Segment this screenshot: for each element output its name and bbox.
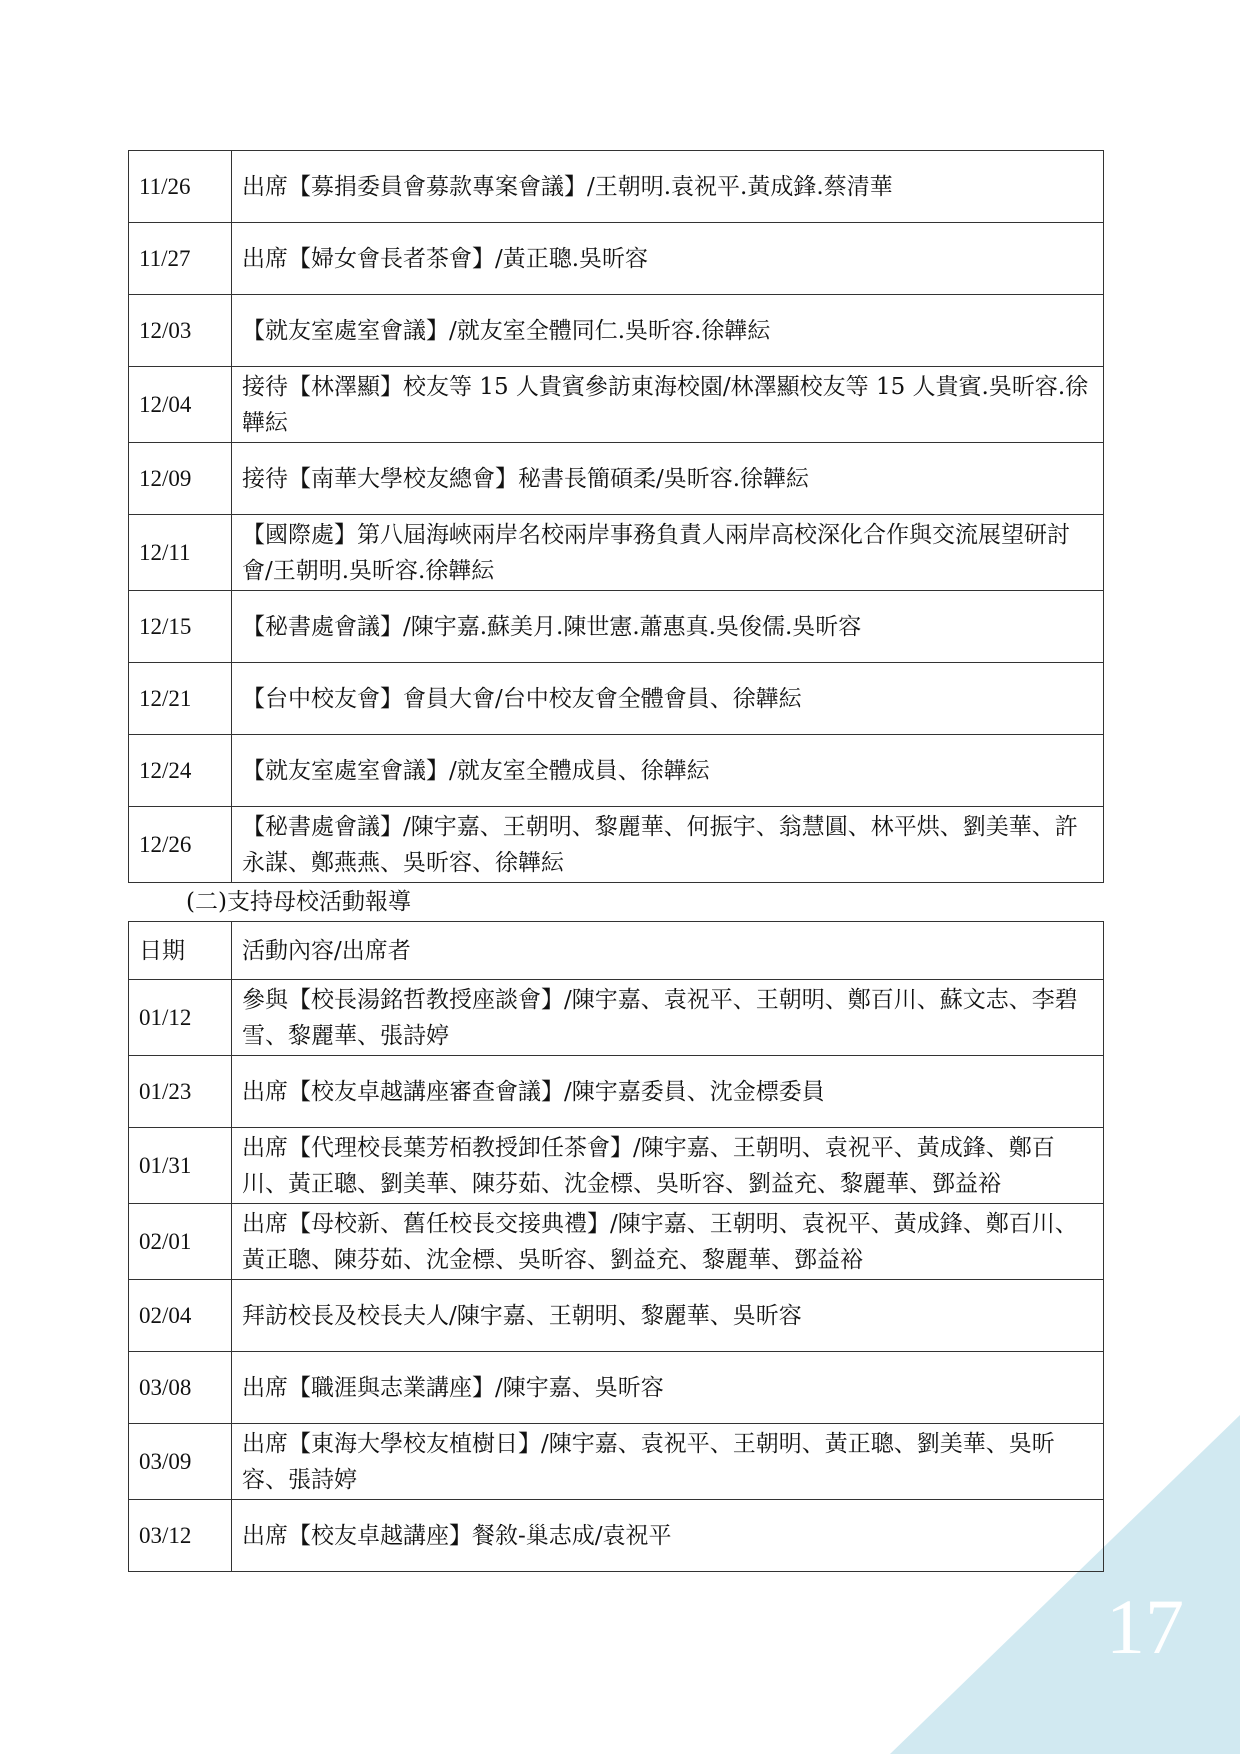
row-text: 出席【募捐委員會募款專案會議】/王朝明.袁祝平.黃成鋒.蔡清華 [232,151,1104,223]
table-row [129,1056,1104,1128]
row-text: 【就友室處室會議】/就友室全體同仁.吳昕容.徐韡紜 [232,295,1104,367]
row-date: 12/15 [129,591,232,663]
row-date: 12/03 [129,295,232,367]
row-date: 12/26 [129,807,232,883]
table-row [129,1352,1104,1424]
row-date: 11/27 [129,223,232,295]
row-date: 03/09 [129,1424,232,1500]
row-date: 12/11 [129,515,232,591]
header-date: 日期 [129,922,232,980]
row-text: 出席【婦女會長者茶會】/黃正聰.吳昕容 [232,223,1104,295]
row-text: 出席【母校新、舊任校長交接典禮】/陳宇嘉、王朝明、袁祝平、黃成鋒、鄭百川、黃正聰、陳芬茹、沈金標、吳昕容、劉益充、黎麗華、鄧益裕 [232,1204,1104,1280]
table-row [129,1128,1104,1204]
table-row [129,515,1104,591]
page-number: 17 [1106,1583,1184,1670]
row-text: 拜訪校長及校長夫人/陳宇嘉、王朝明、黎麗華、吳昕容 [232,1280,1104,1352]
row-date: 02/04 [129,1280,232,1352]
row-date: 02/01 [129,1204,232,1280]
table-row [129,735,1104,807]
table-header-row [129,922,1104,980]
row-date: 11/26 [129,151,232,223]
row-date: 01/12 [129,980,232,1056]
row-date: 01/31 [129,1128,232,1204]
row-text: 出席【代理校長葉芳栢教授卸任茶會】/陳宇嘉、王朝明、袁祝平、黃成鋒、鄭百川、黃正聰、劉美華、陳芬茹、沈金標、吳昕容、劉益充、黎麗華、鄧益裕 [232,1128,1104,1204]
row-text: 接待【林澤顯】校友等 15 人貴賓參訪東海校園/林澤顯校友等 15 人貴賓.吳昕容.徐韡紜 [232,367,1104,443]
row-text: 出席【校友卓越講座】餐敘-巢志成/袁祝平 [232,1500,1104,1572]
table-row [129,980,1104,1056]
table-row [129,1280,1104,1352]
row-date: 01/23 [129,1056,232,1128]
row-date: 12/24 [129,735,232,807]
row-text: 【台中校友會】會員大會/台中校友會全體會員、徐韡紜 [232,663,1104,735]
row-date: 12/09 [129,443,232,515]
row-text: 出席【職涯與志業講座】/陳宇嘉、吳昕容 [232,1352,1104,1424]
table-row [129,807,1104,883]
row-text: 【秘書處會議】/陳宇嘉、王朝明、黎麗華、何振宇、翁慧圓、林平烘、劉美華、許永謀、鄭燕燕、吳昕容、徐韡紜 [232,807,1104,883]
row-date: 12/21 [129,663,232,735]
table-row [129,223,1104,295]
row-text: 【就友室處室會議】/就友室全體成員、徐韡紜 [232,735,1104,807]
table-row [129,367,1104,443]
row-text: 出席【東海大學校友植樹日】/陳宇嘉、袁祝平、王朝明、黃正聰、劉美華、吳昕容、張詩婷 [232,1424,1104,1500]
table-row [129,443,1104,515]
table-row [129,151,1104,223]
row-date: 12/04 [129,367,232,443]
row-text: 【秘書處會議】/陳宇嘉.蘇美月.陳世憲.蕭惠真.吳俊儒.吳昕容 [232,591,1104,663]
row-date: 03/08 [129,1352,232,1424]
row-date: 03/12 [129,1500,232,1572]
table-row [129,663,1104,735]
activity-table-1 [128,150,1104,883]
header-text: 活動內容/出席者 [232,922,1104,980]
row-text: 【國際處】第八屆海峽兩岸名校兩岸事務負責人兩岸高校深化合作與交流展望研討會/王朝明.吳昕容.徐韡紜 [232,515,1104,591]
table-row [129,1424,1104,1500]
table-row [129,591,1104,663]
row-text: 參與【校長湯銘哲教授座談會】/陳宇嘉、袁祝平、王朝明、鄭百川、蘇文志、李碧雪、黎麗華、張詩婷 [232,980,1104,1056]
table-row [129,1500,1104,1572]
table-row [129,295,1104,367]
section-title: (二)支持母校活動報導 [186,889,411,915]
table-row [129,1204,1104,1280]
row-text: 出席【校友卓越講座審查會議】/陳宇嘉委員、沈金標委員 [232,1056,1104,1128]
row-text: 接待【南華大學校友總會】秘書長簡碩柔/吳昕容.徐韡紜 [232,443,1104,515]
page-content [128,150,1104,1572]
activity-table-2 [128,921,1104,1572]
